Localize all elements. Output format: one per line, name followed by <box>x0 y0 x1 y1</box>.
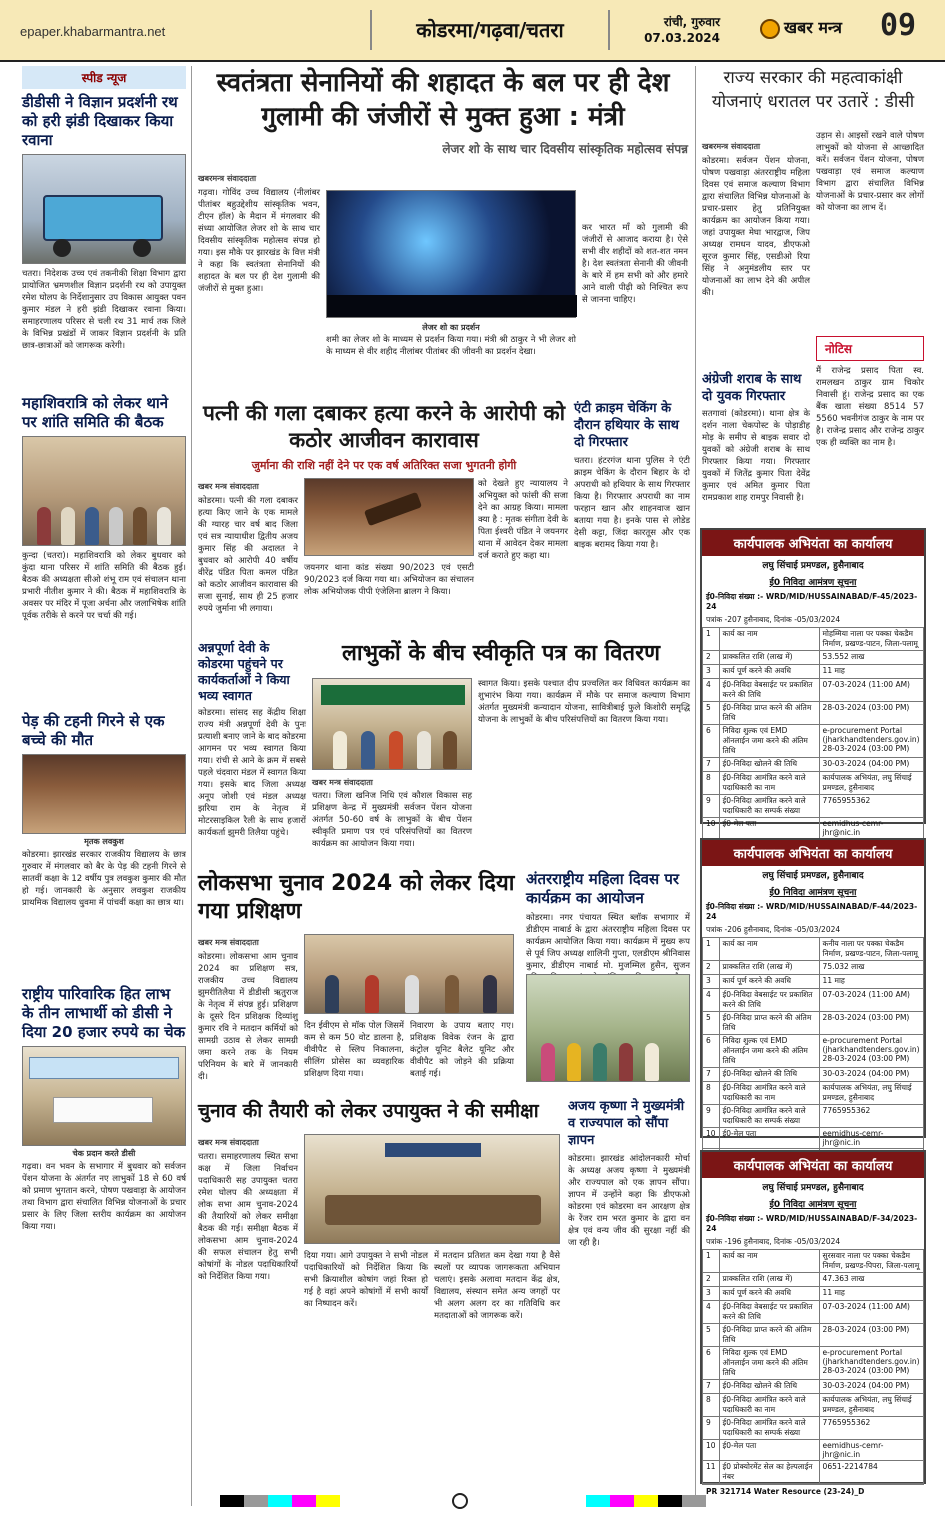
story-headline[interactable]: चुनाव की तैयारी को लेकर उपायुक्त ने की समीक्षा <box>198 1100 539 1122</box>
table-shape <box>325 1195 541 1225</box>
left-column <box>22 66 186 1391</box>
story-title[interactable]: राष्ट्रीय पारिवारिक हित लाभ के तीन लाभार्थी को डीसी ने दिया 20 हजार रुपये का चेक <box>22 985 186 1041</box>
story-title[interactable]: अजय कृष्णा ने मुख्यमंत्री व राज्यपाल को सौंपा ज्ञापन <box>568 1099 685 1148</box>
table-cell: e-procurement Portal (jharkhandtenders.gov.in) 28-03-2024 (03:00 PM) <box>819 1347 923 1380</box>
brand <box>760 16 842 39</box>
table-cell: ई0-मेल पता <box>719 818 819 839</box>
table-cell: 30-03-2024 (04:00 PM) <box>819 1380 923 1394</box>
story-title[interactable]: पेड़ की टहनी गिरने से एक बच्चे की मौत <box>22 712 165 749</box>
photo-caption: चेक प्रदान करते डीसी <box>72 1149 136 1158</box>
table-row <box>703 1347 924 1380</box>
table-row <box>703 961 924 975</box>
story-headline[interactable]: पत्नी की गला दबाकर हत्या करने के आरोपी को कठोर आजीवन कारावास <box>202 401 566 452</box>
table-cell: कार्य पूर्ण करने की अवधि <box>719 665 819 679</box>
table-row <box>703 1082 924 1105</box>
table-cell: 9 <box>703 1417 720 1440</box>
story-body: कोडरमा। सर्वजन पेंशन योजना, पोषण पखवाड़ा अंतरराष्ट्रीय महिला दिवस एवं समाज कल्याण विभाग द्वारा संचालित विभिन्न योजनाओं के प्रचार-प्रसार हेतु प्रतिनियुक्त कार्यक्रम का आयोजन किया गया। जहां उपायुक्त मेघा भारद्वाज, जिप अध्यक्ष रामधन यादव, डीएफओ सूरज कुमार सिंह, एसडीओ रिया सिंह ने अनुमंडलीय स्तर पर योजनाओं का लाभ देने की अपील की। <box>702 156 810 298</box>
page-number: 09 <box>880 8 917 43</box>
story-body: चतरा। निदेशक उच्च एवं तकनीकी शिक्षा विभाग द्वारा प्रायोजित भ्रमणशील विज्ञान प्रदर्शनी रथ को उपायुक्त रमेश घोलप के निर्देशानुसार उप विकास आयुक्त पवन कुमार मंडल ने हरी झंडी दिखाकर रवाना किया। समाहरणालय परिसर से चली रथ 31 मार्च तक जिले के विभिन्न प्रखंडों में जाकर विज्ञान प्रदर्शनी के प्रति छात्र-छात्राओं को जागरूक करेगी। <box>22 269 186 351</box>
tender-notice-title: ई0 निविदा आमंत्रण सूचना <box>769 888 857 898</box>
story-body: कोडरमा। सांसद सह केंद्रीय शिक्षा राज्य मंत्री अन्नपूर्णा देवी के पुनः प्रत्याशी बनाए जाने के बाद कोडरमा आगमन पर भव्य स्वागत किया गया। रांची से आने के क्रम में सबसे पहले चंदवारा मंडल में स्वागत किया गया। इसके बाद जिला अध्यक्ष अनूप जोशी एवं मंडल अध्यक्ष झरिया राम के नेतृत्व में मोटरसाइकिल रैली के साथ हजारों कार्यकर्ता झुमरी तिलैया पहुंचे। <box>198 708 306 838</box>
tender-notice <box>700 528 926 837</box>
story-body: चतरा। समाहरणालय स्थित सभा कक्ष में जिला निर्वाचन पदाधिकारी सह उपायुक्त चतरा रमेश घोलप की अध्यक्षता में लोक सभा आम चुनाव-2024 की तैयारियों को लेकर समीक्षा बैठक की गई। समीक्षा बैठक में लोकसभा आम चुनाव-2024 की सफल संचालन हेतु सभी कोषांगों के नोडल पदाधिकारियों को निर्देशित किया गया। <box>198 1152 298 1282</box>
table-cell: 1 <box>703 628 720 651</box>
story-body: गढ़वा। गोविंद उच्च विद्यालय (नीलांबर पीतांबर बहुउद्देशीय सांस्कृतिक भवन, टीएन हॉल) के मैदान में मंगलवार की संध्या आयोजित लेजर शो के साथ चार दिवसीय सांस्कृतिक महोत्सव संपन्न हो गया। इस मौके पर झारखंड के वित्त मंत्री ने कहा कि स्वतंत्रता सेनानियों की शहादत के बल पर ही देश गुलामी की जंजीरों से मुक्त हुआ। <box>198 188 320 294</box>
story-body: दिया गया। आगे उपायुक्त ने सभी नोडल पदाधिकारियों को निर्देशित किया कि सभी क्रियाशील कोषांग जहां रिक्त हो गई है वहां अपने कोषांगों में सभी कार्यों का निष्पादन करें। <box>304 1251 428 1309</box>
photo-peace-meeting <box>22 436 186 546</box>
table-cell: ई0-निविदा वेबसाईट पर प्रकाशित करने की तिथि <box>719 679 819 702</box>
story-body: कोडरमा। झारखंड सरकार राजकीय विद्यालय के छात्र गुरुवार में मंगलवार को बैर के पेड़ की टहनी गिरने से सातवीं कक्षा के 12 वर्षीय पुत्र लवकुश कुमार की मौत हो गई। जानकारी के अनुसार लवकुश राजकीय प्राथमिक विद्यालय धुवमा में पांचवीं कक्षा का छात्र था। <box>22 850 186 908</box>
table-cell: eemidhus-cemr-jhr@nic.in <box>819 1128 923 1149</box>
photo-event <box>312 678 472 770</box>
tender-division: लघु सिंचाई प्रमण्डल, हुसैनाबाद <box>762 561 864 571</box>
color-bar-icon <box>586 1495 706 1507</box>
table-cell: ई0-निविदा खोलने की तिथि <box>719 758 819 772</box>
table-cell: 7765955362 <box>819 795 923 818</box>
table-row <box>703 772 924 795</box>
table-cell: ई0-निविदा खोलने की तिथि <box>719 1068 819 1082</box>
table-cell: 5 <box>703 1324 720 1347</box>
photo-child <box>22 754 186 834</box>
table-cell: 07-03-2024 (11:00 AM) <box>819 1301 923 1324</box>
table-row <box>703 1461 924 1484</box>
table-row <box>703 989 924 1012</box>
table-cell: कार्य पूर्ण करने की अवधि <box>719 1287 819 1301</box>
tender-ref: ई0-निविदा संख्या :- WRD/MID/HUSSAINABAD/F-34/2023-24 <box>706 1214 918 1233</box>
story-body: जयनगर थाना कांड संख्या 90/2023 एवं एसटी 90/2023 दर्ज किया गया था। अभियोजन का संचालन लोक अभियोजक पीपी एंजेलिना ब्रालग ने किया। <box>304 563 474 597</box>
table-row <box>703 1301 924 1324</box>
table-cell: 7 <box>703 758 720 772</box>
table-cell: 8 <box>703 1082 720 1105</box>
table-cell: मोहम्मिया नाला पर पक्का चेकडैम निर्माण, प्रखण्ड-पाटन, जिला-पलामू <box>819 628 923 651</box>
table-cell: 11 <box>703 1461 720 1484</box>
story-body: उड़ान से। आइसों रखने वाले पोषण लाभुकों को योजना से आच्छादित करें। सर्वजन पेंशन योजना, पोषण पखवाड़ा एवं समाज कल्याण विभाग द्वारा संचालित विभिन्न योजनाओं के प्रचार-प्रसार कर लोगों को योजना का लाभ दें। <box>816 131 924 213</box>
story-body: चतरा। जिला खनिज निधि एवं कौशल विकास सह प्रशिक्षण केन्द्र में मुख्यमंत्री सर्वजन पेंशन योजना अंतर्गत 50-60 वर्ष के लाभुकों के बीच पेंशन स्वीकृति प्रमाण पत्र एवं परिसंपत्तियों का वितरण कार्यक्रम का आयोजन किया गया। <box>312 791 472 849</box>
story-deck: जुर्माना की राशि नहीं देने पर एक वर्ष अतिरिक्त सजा भुगतनी होगी <box>251 459 517 472</box>
photo-cheque <box>22 1046 186 1146</box>
registration-target-icon <box>452 1493 468 1509</box>
table-cell: कार्यपालक अभियंता, लघु सिंचाई प्रमण्डल, हुसैनाबाद <box>819 772 923 795</box>
story-title[interactable]: एंटी क्राइम चेकिंग के दौरान हथियार के साथ दो गिरफ्तार <box>574 401 679 450</box>
table-cell: 28-03-2024 (03:00 PM) <box>819 1324 923 1347</box>
person-shape <box>417 731 431 769</box>
person-shape <box>325 975 339 1013</box>
person-shape <box>405 975 419 1013</box>
person-shape <box>567 1043 581 1081</box>
story-title[interactable]: अंग्रेजी शराब के साथ दो युवक गिरफ्तार <box>702 372 802 404</box>
table-cell: ई0-निविदा आमंत्रित करने वाले पदाधिकारी का नाम <box>719 772 819 795</box>
tender-office-title: कार्यपालक अभियंता का कार्यालय <box>702 1152 924 1178</box>
story-body: स्वागत किया। इसके पश्चात दीप प्रज्वलित कर विधिवत कार्यक्रम का शुभारंभ किया गया। कार्यक्रम में मौके पर समाज कल्याण विभाग अंतर्गत मुख्यमंत्री कन्यादान योजना, सावित्रीबाई फुले किशोरी समृद्धि योजना के लाभुकों के बीच परिसंपत्तियों का वितरण किया गया। <box>478 679 690 725</box>
story-title[interactable]: अंतरराष्ट्रीय महिला दिवस पर कार्यक्रम का आयोजन <box>526 870 680 907</box>
person-shape <box>133 507 147 545</box>
edition-title: कोडरमा/गढ़वा/चतरा <box>370 10 610 50</box>
photo-science-van <box>22 154 186 264</box>
table-cell: 4 <box>703 989 720 1012</box>
table-cell: 30-03-2024 (04:00 PM) <box>819 758 923 772</box>
table-cell: 07-03-2024 (11:00 AM) <box>819 679 923 702</box>
table-cell: कार्यपालक अभियंता, लघु सिंचाई प्रमण्डल, हुसैनाबाद <box>819 1394 923 1417</box>
cheque-shape <box>53 1097 153 1123</box>
tender-table <box>702 1249 924 1484</box>
table-cell: 10 <box>703 1128 720 1149</box>
photo-caption: लेजर शो का प्रदर्शन <box>422 323 480 332</box>
story-election-review <box>198 1098 560 1124</box>
story-body: गढ़वा। वन भवन के सभागार में बुधवार को सर्वजन पेंशन योजना के अंतर्गत नए लाभुकों 18 से 60 वर्ष को प्रमाण भुगतान करने, पोषण पखवाड़ा के आयोजन तथा विभाग द्वारा संचालित विभिन्न योजनाओं के प्रचार प्रसार के लिए जिला स्तरीय कार्यक्रम का आयोजन किया गया। <box>22 1162 186 1232</box>
table-row <box>703 651 924 665</box>
tender-notice-title: ई0 निविदा आमंत्रण सूचना <box>769 578 857 588</box>
story-title[interactable]: अन्नपूर्णा देवी के कोडरमा पहुंचने पर कार्यकर्ताओं ने किया भव्य स्वागत <box>198 640 290 703</box>
tender-date-line: पत्रांक -206 हुसैनाबाद, दिनांक -05/03/2024 <box>706 925 841 934</box>
photo-training <box>304 934 514 1014</box>
table-row <box>703 1250 924 1273</box>
table-cell: 11 माह <box>819 975 923 989</box>
date: 07.03.2024 <box>644 31 720 45</box>
table-cell: निविदा शुल्क एवं EMD ऑनलाईन जमा करने की अंतिम तिथि <box>719 725 819 758</box>
story-headline[interactable]: लाभुकों के बीच स्वीकृति पत्र का वितरण <box>342 641 660 666</box>
photo-review-meeting <box>304 1134 560 1244</box>
table-row <box>703 1012 924 1035</box>
table-row <box>703 725 924 758</box>
table-cell: कार्य पूर्ण करने की अवधि <box>719 975 819 989</box>
table-cell: 0651-2214784 <box>819 1461 923 1484</box>
table-cell: ई0-निविदा प्राप्त करने की अंतिम तिथि <box>719 1324 819 1347</box>
table-cell: निविदा शुल्क एवं EMD ऑनलाईन जमा करने की अंतिम तिथि <box>719 1347 819 1380</box>
table-cell: ई0-निविदा आमंत्रित करने वाले पदाधिकारी का सम्पर्क संख्या <box>719 1417 819 1440</box>
tender-notice <box>700 838 926 1147</box>
person-shape <box>365 975 379 1013</box>
table-cell: ई0-निविदा आमंत्रित करने वाले पदाधिकारी का सम्पर्क संख्या <box>719 795 819 818</box>
table-cell: 8 <box>703 1394 720 1417</box>
byline: खबर मन्त्र संवाददाता <box>198 482 259 491</box>
crowd-silhouette <box>327 295 577 317</box>
tender-office-title: कार्यपालक अभियंता का कार्यालय <box>702 840 924 866</box>
story-body: कुन्दा (चतरा)। महाशिवरात्रि को लेकर बुधवार को कुंदा थाना परिसर में शांति समिति की बैठक हुई। बैठक की अध्यक्षता सीओ शंभू राम एवं संचालन थाना प्रभारी नीतीश कुमार ने की। बैठक में महाशिवरात्रि के अवसर पर मंदिर में पूजा अर्चना और जलाभिषेक शांति पूर्वक तरीके से करने पर चर्चा की गई। <box>22 551 186 621</box>
table-cell: 5 <box>703 702 720 725</box>
table-cell: 53.552 लाख <box>819 651 923 665</box>
right-col-a <box>702 138 810 504</box>
story-body: कोडरमा। झारखंड आंदोलनकारी मोर्चा के अध्यक्ष अजय कृष्णा ने मुख्यमंत्री और राज्यपाल को एक ज्ञापन सौंपा। ज्ञापन में उन्होंने कहा कि डीएफओ कोडरमा एवं कोडरमा वन आरक्षण क्षेत्र के रेंजर राम भरत कुमार के द्वारा वन क्षेत्र एवं वन्य जीव की सुरक्षा नहीं की जा रही है। <box>568 1154 690 1248</box>
table-cell: eemidhus-cemr-jhr@nic.in <box>819 818 923 839</box>
lead-headline[interactable]: स्वतंत्रता सेनानियों की शहादत के बल पर ही देश गुलामी की जंजीरों से मुक्त हुआ : मंत्री <box>216 68 670 132</box>
table-cell: 11 माह <box>819 1287 923 1301</box>
table-cell: प्राक्कलित राशि (लाख में) <box>719 961 819 975</box>
right-col-b <box>816 130 924 475</box>
table-cell: ई0-निविदा प्राप्त करने की अंतिम तिथि <box>719 702 819 725</box>
table-cell: ई0-निविदा आमंत्रित करने वाले पदाधिकारी का नाम <box>719 1082 819 1105</box>
print-registration-marks <box>0 1491 945 1511</box>
story-body: शमी का लेजर शो के माध्यम से प्रदर्शन किया गया। मंत्री श्री ठाकुर ने भी लेजर शो के माध्यम से वीर शहीद नीलांबर पीतांबर की जीवनी का प्रदर्शन देखा। <box>326 335 576 357</box>
table-row <box>703 1105 924 1128</box>
table-cell: 28-03-2024 (03:00 PM) <box>819 702 923 725</box>
table-cell: 2 <box>703 1273 720 1287</box>
table-cell: 3 <box>703 1287 720 1301</box>
table-row <box>703 1287 924 1301</box>
column-rule <box>191 66 192 1506</box>
story-body: दिन ईवीएम से मॉक पोल जिसमें कम से कम 50 वोट डालना है, वीवीपैट से स्लिप निकालना, सीलिंग प्रोसेस का व्यवहारिक प्रशिक्षण दिया गया। <box>304 1021 404 1079</box>
table-cell: 3 <box>703 975 720 989</box>
table-cell: 28-03-2024 (03:00 PM) <box>819 1012 923 1035</box>
wheel-shape <box>53 239 71 257</box>
story-body: कोडरमा। लोकसभा आम चुनाव 2024 का प्रशिक्षण सत्र, राजकीय उच्च विद्यालय झुमरीतिलैया में डीडीसी ऋतुराज के नेतृत्व में संपन्न हुई। प्रशिक्षण के दूसरे दिन प्रशिक्षक दिव्यांशु कुमार रवि ने मतदान कर्मियों को सामग्री उठाव से लेकर सामग्री जमा करने तक के नियम परिनियम के बारे में जानकारी दी। <box>198 952 298 1082</box>
tender-office-title: कार्यपालक अभियंता का कार्यालय <box>702 530 924 556</box>
brand-logo-icon <box>760 19 780 39</box>
person-shape <box>443 731 457 769</box>
story-election-training <box>198 870 520 926</box>
table-cell: e-procurement Portal (jharkhandtenders.gov.in) 28-03-2024 (03:00 PM) <box>819 725 923 758</box>
table-cell: 6 <box>703 1035 720 1068</box>
table-cell: 2 <box>703 961 720 975</box>
person-shape <box>483 975 497 1013</box>
table-cell: कार्य का नाम <box>719 938 819 961</box>
table-cell: 30-03-2024 (04:00 PM) <box>819 1068 923 1082</box>
masthead-bar <box>0 0 945 62</box>
photo-womens-day <box>526 974 690 1082</box>
van-shape <box>43 195 163 241</box>
story-body: निवारण के उपाय बताए गए। प्रशिक्षक विवेक रंजन के द्वारा कंट्रोल यूनिट बैलेट यूनिट और वीवीपैट को जोड़ने की प्रक्रिया बताई गई। <box>410 1021 514 1079</box>
speed-news-kicker: स्पीड न्यूज <box>22 66 186 89</box>
table-cell: ई0-मेल पता <box>719 1128 819 1149</box>
person-shape <box>109 507 123 545</box>
site-url[interactable]: epaper.khabarmantra.net <box>20 24 166 39</box>
tender-date-line: पत्रांक -196 हुसैनाबाद, दिनांक -05/03/2024 <box>706 1237 841 1246</box>
byline: खबर मन्त्र संवाददाता <box>198 938 259 947</box>
tender-division: लघु सिंचाई प्रमण्डल, हुसैनाबाद <box>762 1183 864 1193</box>
city-day: रांची, गुरुवार <box>663 15 720 29</box>
table-row <box>703 628 924 651</box>
table-cell: प्राक्कलित राशि (लाख में) <box>719 651 819 665</box>
table-cell: 3 <box>703 665 720 679</box>
story-memorandum <box>568 1098 690 1483</box>
photo-laser-show <box>326 190 576 318</box>
table-cell: 7765955362 <box>819 1105 923 1128</box>
story-title[interactable]: डीडीसी ने विज्ञान प्रदर्शनी रथ को हरी झंडी दिखाकर किया रवाना <box>22 93 178 149</box>
table-row <box>703 795 924 818</box>
right-column <box>702 66 924 114</box>
table-row <box>703 975 924 989</box>
story-title[interactable]: महाशिवरात्रि को लेकर थाने पर शांति समिति की बैठक <box>22 394 169 431</box>
table-cell: 2 <box>703 651 720 665</box>
story-col <box>198 1134 298 1491</box>
table-row <box>703 679 924 702</box>
person-shape <box>445 975 459 1013</box>
person-shape <box>619 1043 633 1081</box>
story-body: कोडरमा। पत्नी की गला दबाकर हत्या किए जाने के एक मामले की ग्यारह चार वर्ष बाद जिला एवं सत्र न्यायाधीश द्वितीय अजय कुमार सिंह की अदालत ने बुधवार को आरोपी 40 वर्षीय वीरेंद्र पंडित पिता कमल पंडित को कठोर आजीवन कारावास की सजा सुनाई, साथ ही 25 हजार रुपये जुर्माना भी लगाया। <box>198 496 298 614</box>
lead-text-col <box>198 170 320 407</box>
person-shape <box>333 731 347 769</box>
table-cell: ई0-निविदा आमंत्रित करने वाले पदाधिकारी का नाम <box>719 1394 819 1417</box>
color-bar-icon <box>220 1495 340 1507</box>
table-cell: ई0-मेल पता <box>719 1440 819 1461</box>
table-row <box>703 1273 924 1287</box>
table-cell: 9 <box>703 795 720 818</box>
tender-date-line: पत्रांक -207 हुसैनाबाद, दिनांक -05/03/2024 <box>706 615 841 624</box>
banner-shape <box>385 1143 481 1157</box>
story-murder-col1 <box>198 478 298 645</box>
person-shape <box>593 1043 607 1081</box>
table-cell: 7765955362 <box>819 1417 923 1440</box>
table-row <box>703 1128 924 1149</box>
story-womens-day <box>526 870 690 1082</box>
story-body: चतरा। हंटरगंज थाना पुलिस ने एंटी क्राइम चेकिंग के दौरान बिहार के दो अपराधी को हथियार के साथ गिरफ्तार किया है। गिरफ्तार अपराधी का नाम फरहान खान और शाहनवाज खान बताया गया है। इनके पास से लोडेड देसी कट्टा, जिंदा कारतूस और एक बाइक बरामद किया गया है। <box>574 456 690 550</box>
table-cell: सुरसवार नाला पर पक्का चेकडैम निर्माण, प्रखण्ड-पिपरा, जिला-पलामू <box>819 1250 923 1273</box>
table-cell: 10 <box>703 1440 720 1461</box>
person-shape <box>645 1043 659 1081</box>
table-row <box>703 1440 924 1461</box>
table-cell: प्राक्कलित राशि (लाख में) <box>719 1273 819 1287</box>
story-headline[interactable]: लोकसभा चुनाव 2024 को लेकर दिया गया प्रशिक्षण <box>198 871 515 924</box>
tender-division: लघु सिंचाई प्रमण्डल, हुसैनाबाद <box>762 871 864 881</box>
tender-notice <box>700 1150 926 1496</box>
person-shape <box>61 507 75 545</box>
table-row <box>703 758 924 772</box>
table-cell: 7 <box>703 1380 720 1394</box>
story-distribution <box>312 640 690 668</box>
table-cell: निविदा शुल्क एवं EMD ऑनलाईन जमा करने की अंतिम तिथि <box>719 1035 819 1068</box>
table-cell: 1 <box>703 938 720 961</box>
byline: खबरमन्त्र संवाददाता <box>702 142 761 151</box>
person-shape <box>361 731 375 769</box>
table-row <box>703 702 924 725</box>
table-cell: कार्य का नाम <box>719 628 819 651</box>
tender-table <box>702 937 924 1172</box>
story-body: कोडरमा। नगर पंचायत स्थित ब्लॉक सभागार में डीडीएम नाबार्ड के द्वारा अंतरराष्ट्रीय महिला दिवस पर कार्यक्रम आयोजित किया गया। कार्यक्रम में मुख्य रूप से पूर्व जिप अध्यक्ष शालिनी गुप्ता, एलडीएम श्रीनिवास कुमार, डीडीएम नाबार्ड मो. मुजम्मिल हुसैन, सुजन <box>526 913 690 971</box>
photo-caption: मृतक लवकुश <box>84 837 124 846</box>
table-cell: ई0 प्रोक्योरमेंट सेल का हेल्पलाईन नंबर <box>719 1461 819 1484</box>
lead-deck: लेजर शो के साथ चार दिवसीय सांस्कृतिक महोत्सव संपन्न <box>442 142 688 156</box>
table-cell: 75.032 लाख <box>819 961 923 975</box>
table-row <box>703 938 924 961</box>
column-rule <box>695 66 696 1506</box>
tender-pr-number: PR 321714 Water Resource (23-24)_D <box>702 1484 924 1498</box>
table-cell: 8 <box>703 772 720 795</box>
tender-table <box>702 627 924 862</box>
person-shape <box>541 1043 555 1081</box>
table-cell: 6 <box>703 725 720 758</box>
table-cell: 9 <box>703 1105 720 1128</box>
table-cell: 11 माह <box>819 665 923 679</box>
table-cell: कार्य का नाम <box>719 1250 819 1273</box>
byline: खबरमन्त्र संवाददाता <box>198 174 257 183</box>
table-cell: ई0-निविदा वेबसाईट पर प्रकाशित करने की तिथि <box>719 989 819 1012</box>
table-cell: ई0-निविदा वेबसाईट पर प्रकाशित करने की तिथि <box>719 1301 819 1324</box>
table-row <box>703 1380 924 1394</box>
table-row <box>703 1324 924 1347</box>
tender-ref: ई0-निविदा संख्या :- WRD/MID/HUSSAINABAD/F-45/2023-24 <box>706 592 918 611</box>
person-shape <box>85 507 99 545</box>
table-cell: 5 <box>703 1012 720 1035</box>
tender-ref: ई0-निविदा संख्या :- WRD/MID/HUSSAINABAD/F-44/2023-24 <box>706 902 918 921</box>
table-cell: 1 <box>703 1250 720 1273</box>
table-row <box>703 1035 924 1068</box>
table-cell: ई0-निविदा प्राप्त करने की अंतिम तिथि <box>719 1012 819 1035</box>
table-cell: 7 <box>703 1068 720 1082</box>
story-col <box>198 934 298 1101</box>
brand-name: खबर मन्त्र <box>784 18 842 37</box>
table-cell: e-procurement Portal (jharkhandtenders.gov.in) 28-03-2024 (03:00 PM) <box>819 1035 923 1068</box>
table-cell: 47.363 लाख <box>819 1273 923 1287</box>
banner-shape <box>29 1057 179 1079</box>
table-row <box>703 665 924 679</box>
table-row <box>703 1394 924 1417</box>
banner-shape <box>321 685 465 705</box>
table-cell: 4 <box>703 679 720 702</box>
table-cell: ई0-निविदा आमंत्रित करने वाले पदाधिकारी का सम्पर्क संख्या <box>719 1105 819 1128</box>
story-body: सतगावां (कोडरमा)। थाना क्षेत्र के दर्शन नाला चेकपोस्ट के पोड़ाडीह मोड़ के समीप से बाइक सवार दो युवकों को अंग्रेजी शराब के साथ गिरफ्तार किया गया। गिरफ्तार युवकों में जितेंद्र कुमार पिता देवेंद्र कुमार एवं अमित कुमार पिता रामप्रकाश शाह रामपुर निवासी है। <box>702 409 810 503</box>
table-cell: eemidhus-cemr-jhr@nic.in <box>819 1440 923 1461</box>
story-headline[interactable]: राज्य सरकार की महत्वाकांक्षी योजनाएं धरातल पर उतारें : डीसी <box>711 68 915 112</box>
photo-gavel <box>304 478 474 556</box>
gavel-shape <box>364 492 422 526</box>
table-cell: 10 <box>703 818 720 839</box>
notice-body: मैं राजेन्द्र प्रसाद पिता स्व. रामलखन ठाकुर ग्राम चिकोर निवासी हूं। राजेन्द्र प्रसाद का एक बैंक खाता संख्या 8514 57 5560 भवनीगंज ठाकुर के नाम पर है। राजेन्द्र प्रसाद और राजेन्द्र ठाकुर एक ही व्यक्ति का नाम है। <box>816 366 924 448</box>
story-body: कर भारत माँ को गुलामी की जंजीरों से आजाद कराया है। ऐसे सभी वीर शहीदों को शत-शत नमन है। देश स्वतंत्रता सेनानी की जीवनी के बारे में हम सभी को और हमारे आने वाली पीढ़ी को निश्चित रूप से जानना चाहिए। <box>582 223 688 305</box>
notice-kicker: नोटिस <box>816 336 924 361</box>
table-row <box>703 1068 924 1082</box>
tender-notice-title: ई0 निविदा आमंत्रण सूचना <box>769 1200 857 1210</box>
table-cell: कनीय नाला पर पक्का चेकडैम निर्माण, प्रखण्ड-पाटन, जिला-पलामू <box>819 938 923 961</box>
person-shape <box>389 731 403 769</box>
story-murder <box>198 400 570 473</box>
table-row <box>703 1417 924 1440</box>
table-cell: ई0-निविदा खोलने की तिथि <box>719 1380 819 1394</box>
table-row <box>703 818 924 839</box>
story-body: में मतदान प्रतिशत कम देखा गया है वैसे स्थलों पर व्यापक जागरूकता अभियान चलाएं। इसके अलावा मतदान केंद्र क्षेत्र, विद्यालय, संस्थान समेत अन्य जगहों पर भी अलग अलग दर का गतिविधि कर मतदाताओं को जागरूक करें। <box>434 1251 560 1321</box>
table-cell: 07-03-2024 (11:00 AM) <box>819 989 923 1012</box>
table-cell: 6 <box>703 1347 720 1380</box>
table-cell: कार्यपालक अभियंता, लघु सिंचाई प्रमण्डल, हुसैनाबाद <box>819 1082 923 1105</box>
lead-story <box>198 66 688 157</box>
dateline <box>622 14 720 46</box>
person-shape <box>37 507 51 545</box>
table-cell: 4 <box>703 1301 720 1324</box>
story-arms <box>574 400 690 625</box>
story-body: को देखते हुए न्यायालय ने अभियुक्त को फांसी की सजा देने का आग्रह किया। मामला क्या है : मृतक संगीता देवी के पिता ईश्वरी पंडित ने जयनगर थाना में आवेदन देकर मामला दर्ज कराते हुए कहा था। <box>478 479 568 561</box>
person-shape <box>157 507 171 545</box>
byline: खबर मन्त्र संवाददाता <box>312 778 373 787</box>
byline: खबर मन्त्र संवाददाता <box>198 1138 259 1147</box>
wheel-shape <box>133 239 151 257</box>
